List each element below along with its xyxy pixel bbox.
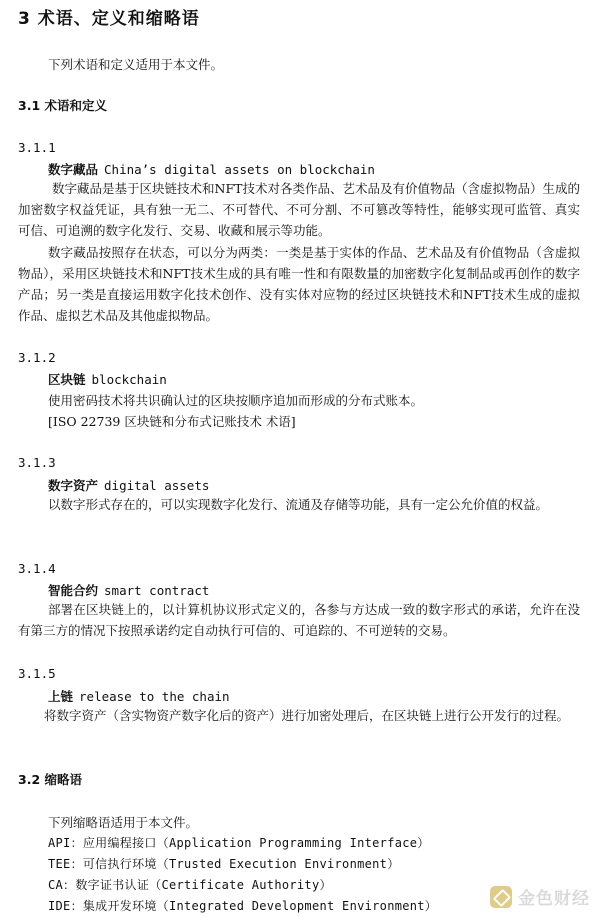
term-definition: 使用密码技术将共识确认过的区块按顺序追加而形成的分布式账本。	[48, 393, 424, 408]
term-number: 3.1.1	[18, 140, 56, 155]
term-heading	[48, 581, 209, 599]
term-definition: 部署在区块链上的，以计算机协议形式定义的，各参与方达成一致的数字形式的承诺，允许在没有第三方的情况下按照承诺约定自动执行可信的、可追踪的、不可逆转的交易。	[18, 602, 580, 638]
subsection-title-3-1: 3.1 术语和定义	[18, 98, 107, 113]
abbrev-item: TEE：可信执行环境（Trusted Execution Environment）	[48, 857, 400, 871]
term-number: 3.1.2	[18, 350, 56, 365]
term-zh: 区块链	[48, 372, 86, 387]
term-en: China’s digital assets on blockchain	[104, 162, 375, 177]
term-zh: 数字资产	[48, 478, 99, 493]
watermark	[490, 884, 590, 909]
subsection-title-3-2: 3.2 缩略语	[18, 772, 82, 787]
term-reference: [ISO 22739 区块链和分布式记账技术 术语]	[48, 414, 296, 429]
term-definition: 以数字形式存在的，可以实现数字化发行、流通及存储等功能，具有一定公允价值的权益。	[48, 497, 549, 512]
abbrev-intro: 下列缩略语适用于本文件。	[48, 815, 199, 830]
term-heading	[48, 687, 230, 705]
abbrev-item: IDE：集成开发环境（Integrated Development Environment）	[48, 899, 438, 913]
term-en: release to the chain	[79, 689, 230, 704]
term-number: 3.1.4	[18, 561, 56, 576]
watermark-text: 金色财经	[518, 889, 590, 909]
section-title: 3 术语、定义和缩略语	[18, 9, 200, 29]
term-zh: 数字藏品	[48, 162, 99, 177]
term-heading	[48, 370, 167, 388]
term-note: 数字藏品按照存在状态，可以分为两类：一类是基于实体的作品、艺术品及有价值物品（含虚拟物品），采用区块链技术和NFT技术生成的具有唯一性和有限数量的加密数字化复制品或再创作的数字产品；另一类是直接运用数字化技术创作、没有实体对应物的经过区块链技术和NFT技术生成的虚拟作品、虚拟艺术品及其他虚拟物品。	[18, 245, 580, 323]
term-zh: 智能合约	[48, 583, 99, 598]
term-heading	[48, 476, 209, 494]
term-en: smart contract	[104, 583, 210, 598]
abbrev-item: CA：数字证书认证（Certificate Authority）	[48, 878, 332, 892]
term-en: blockchain	[91, 372, 167, 387]
section-intro: 下列术语和定义适用于本文件。	[48, 57, 224, 72]
abbrev-item: API：应用编程接口（Application Programming Interface）	[48, 836, 430, 850]
term-number: 3.1.5	[18, 666, 56, 681]
term-number: 3.1.3	[18, 455, 56, 470]
jinse-logo-icon	[490, 886, 512, 908]
term-definition: 将数字资产（含实物资产数字化后的资产）进行加密处理后，在区块链上进行公开发行的过程。	[44, 708, 570, 723]
term-zh: 上链	[48, 689, 74, 704]
term-en: digital assets	[104, 478, 210, 493]
term-heading	[48, 160, 375, 178]
term-definition: 数字藏品是基于区块链技术和NFT技术对各类作品、艺术品及有价值物品（含虚拟物品）生成的加密数字权益凭证，具有独一无二、不可替代、不可分割、不可篡改等特性，能够实现可监管、真实可信、可追溯的数字化发行、交易、收藏和展示等功能。	[18, 181, 580, 238]
